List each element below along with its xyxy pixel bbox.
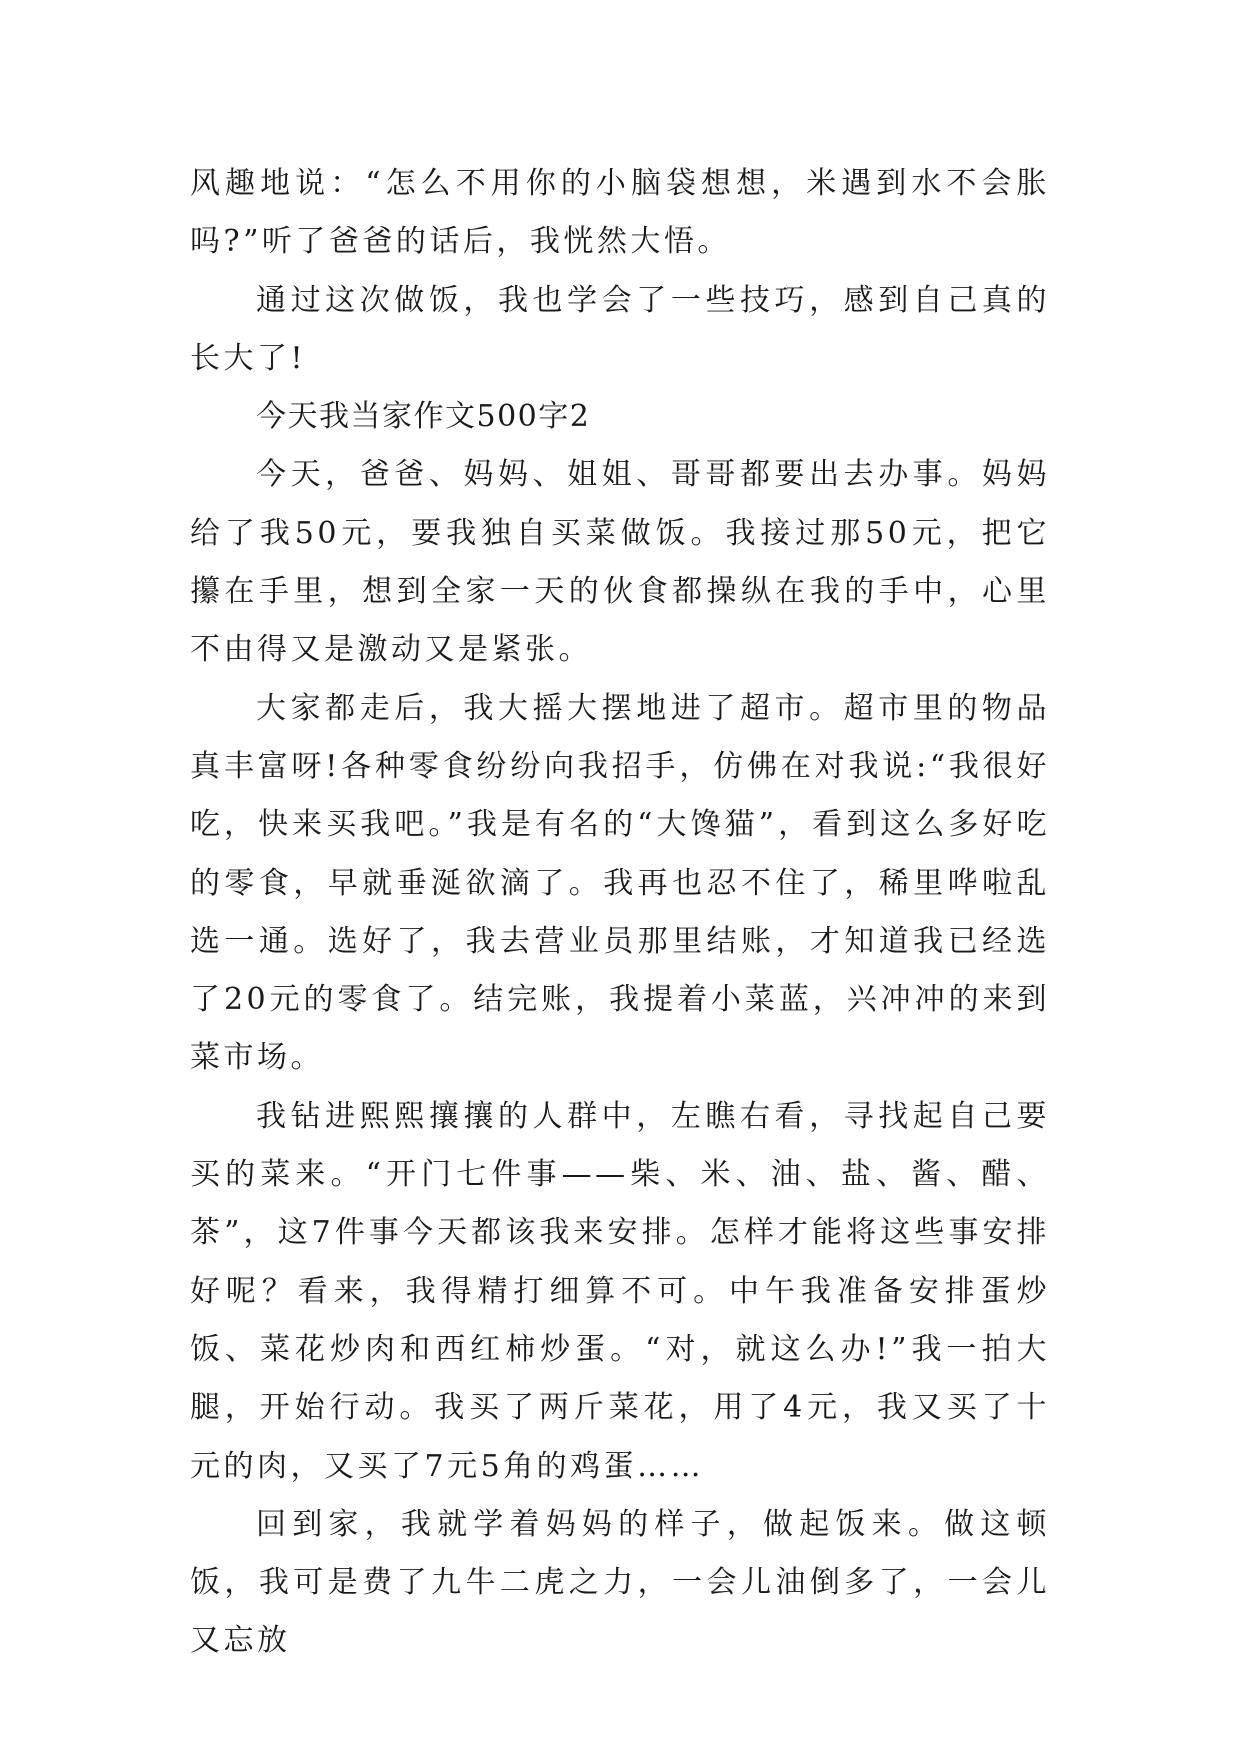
paragraph-4: 大家都走后，我大摇大摆地进了超市。超市里的物品真丰富呀!各种零食纷纷向我招手，仿佛在对我说:“我很好吃，快来买我吧。”我是有名的“大馋猫”，看到这么多好吃的零食，早就垂涎欲滴了。我再也忍不住了，稀里哗啦乱选一通。选好了，我去营业员那里结账，才知道我已经选了20元的零食了。结完账，我提着小菜蓝，兴冲冲的来到菜市场。 [190, 690, 1050, 1076]
paragraph-3: 今天，爸爸、妈妈、姐姐、哥哥都要出去办事。妈妈给了我50元，要我独自买菜做饭。我接过那50元，把它攥在手里，想到全家一天的伙食都操纵在我的手中，心里不由得又是激动又是紧张。 [190, 457, 1050, 668]
paragraph-1: 风趣地说：“怎么不用你的小脑袋想想，米遇到水不会胀吗?”听了爸爸的话后，我恍然大悟。 [190, 166, 1050, 260]
paragraph-6: 回到家，我就学着妈妈的样子，做起饭来。做这顿饭，我可是费了九牛二虎之力，一会儿油倒多了，一会儿又忘放 [190, 1506, 1050, 1659]
paragraph-5: 我钻进熙熙攘攘的人群中，左瞧右看，寻找起自己要买的菜来。“开门七件事——柴、米、油、盐、酱、醋、茶”，这7件事今天都该我来安排。怎样才能将这些事安排好呢？看来，我得精打细算不可。中午我准备安排蛋炒饭、菜花炒肉和西红柿炒蛋。“对，就这么办!”我一拍大腿，开始行动。我买了两斤菜花，用了4元，我又买了十元的肉，又买了7元5角的鸡蛋…… [190, 1098, 1050, 1484]
section-heading: 今天我当家作文500字2 [256, 399, 591, 435]
paragraph-2: 通过这次做饭，我也学会了一些技巧，感到自己真的长大了! [190, 282, 1050, 376]
document-body [190, 155, 1050, 1671]
